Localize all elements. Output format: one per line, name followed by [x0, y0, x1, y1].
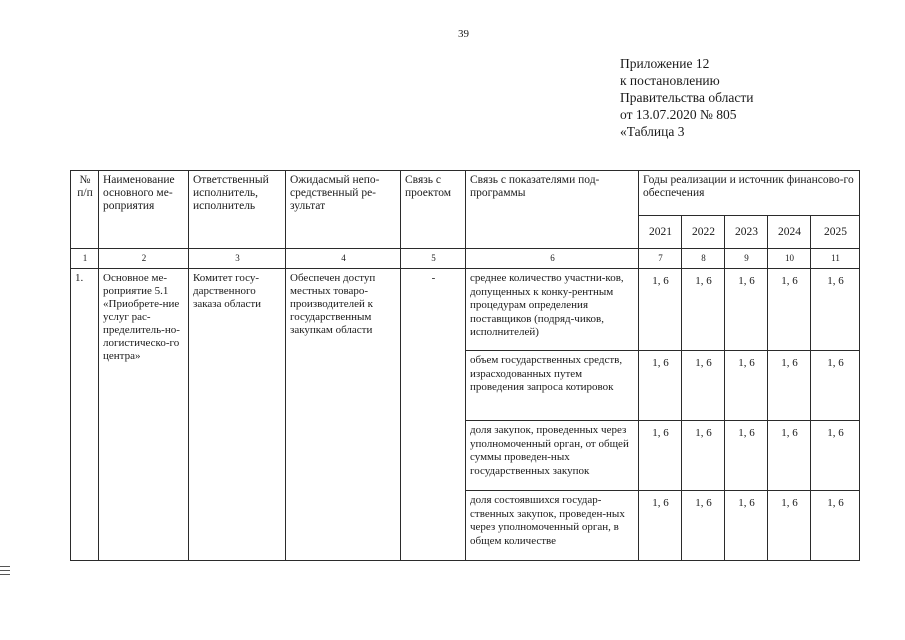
- measures-table: [70, 170, 860, 561]
- indicator-value: 1, 6: [725, 421, 768, 491]
- indicator-text: среднее количество участни-ков, допущенных к конку-рентным процедурам определения поставщиков (подряд-чиков, исполнителей): [466, 269, 639, 351]
- margin-mark: [0, 566, 10, 567]
- column-number: 3: [189, 249, 286, 269]
- scan-margin-marks: [0, 566, 10, 578]
- header-year: 2024: [768, 216, 811, 249]
- indicator-value: 1, 6: [768, 351, 811, 421]
- header-year: 2022: [682, 216, 725, 249]
- column-number: 5: [401, 249, 466, 269]
- indicator-text: доля закупок, проведенных через уполномоченный орган, от общей суммы проведен-ных государственных закупок: [466, 421, 639, 491]
- header-link-indicators: Связь с показателями под-программы: [466, 171, 639, 249]
- header-year: 2025: [811, 216, 860, 249]
- indicator-value: 1, 6: [639, 351, 682, 421]
- header-row: [71, 171, 860, 216]
- appendix-line-3: Правительства области: [620, 90, 754, 105]
- indicator-value: 1, 6: [811, 491, 860, 561]
- indicator-value: 1, 6: [768, 269, 811, 351]
- column-number: 6: [466, 249, 639, 269]
- column-number: 10: [768, 249, 811, 269]
- row-link-project: -: [401, 269, 466, 561]
- indicator-value: 1, 6: [639, 491, 682, 561]
- indicator-value: 1, 6: [682, 491, 725, 561]
- page-number: 39: [458, 28, 469, 40]
- appendix-line-4: от 13.07.2020 № 805: [620, 107, 737, 122]
- indicator-value: 1, 6: [682, 269, 725, 351]
- indicator-value: 1, 6: [811, 421, 860, 491]
- appendix-heading: [620, 55, 753, 140]
- appendix-line-2: к постановлению: [620, 73, 720, 88]
- column-number: 11: [811, 249, 860, 269]
- appendix-line-1: Приложение 12: [620, 56, 710, 71]
- indicator-value: 1, 6: [682, 421, 725, 491]
- row-name: Основное ме-роприятие 5.1 «Приобрете-ние услуг рас-пределитель-но-логистическо-го центра»: [99, 269, 189, 561]
- indicator-value: 1, 6: [768, 491, 811, 561]
- column-number: 2: [99, 249, 189, 269]
- header-year: 2023: [725, 216, 768, 249]
- column-numbers-row: [71, 249, 860, 269]
- indicator-value: 1, 6: [725, 491, 768, 561]
- margin-mark: [0, 574, 10, 575]
- header-num: № п/п: [71, 171, 99, 249]
- header-name: Наименование основного ме-роприятия: [99, 171, 189, 249]
- indicator-value: 1, 6: [725, 269, 768, 351]
- column-number: 1: [71, 249, 99, 269]
- column-number: 8: [682, 249, 725, 269]
- indicator-value: 1, 6: [725, 351, 768, 421]
- header-year: 2021: [639, 216, 682, 249]
- row-result: Обеспечен доступ местных товаро-производителей к государственным закупкам области: [286, 269, 401, 561]
- indicator-text: доля состоявшихся государ-ственных закупок, проведен-ных через уполномоченный орган, в общем количестве: [466, 491, 639, 561]
- column-number: 9: [725, 249, 768, 269]
- column-number: 4: [286, 249, 401, 269]
- indicator-text: объем государственных средств, израсходованных путем проведения запроса котировок: [466, 351, 639, 421]
- indicator-value: 1, 6: [682, 351, 725, 421]
- header-link-project: Связь с проектом: [401, 171, 466, 249]
- header-result: Ожидасмый непо-средственный ре-зультат: [286, 171, 401, 249]
- indicator-value: 1, 6: [768, 421, 811, 491]
- header-executor: Ответственный исполнитель, исполнитель: [189, 171, 286, 249]
- row-executor: Комитет госу-дарственного заказа области: [189, 269, 286, 561]
- row-num: 1.: [71, 269, 99, 561]
- appendix-line-5: «Таблица 3: [620, 124, 685, 139]
- table-row: [71, 269, 860, 351]
- indicator-value: 1, 6: [639, 269, 682, 351]
- header-years-group: Годы реализации и источник финансово-го обеспечения: [639, 171, 860, 216]
- indicator-value: 1, 6: [811, 269, 860, 351]
- column-number: 7: [639, 249, 682, 269]
- indicator-value: 1, 6: [811, 351, 860, 421]
- indicator-value: 1, 6: [639, 421, 682, 491]
- margin-mark: [0, 570, 10, 571]
